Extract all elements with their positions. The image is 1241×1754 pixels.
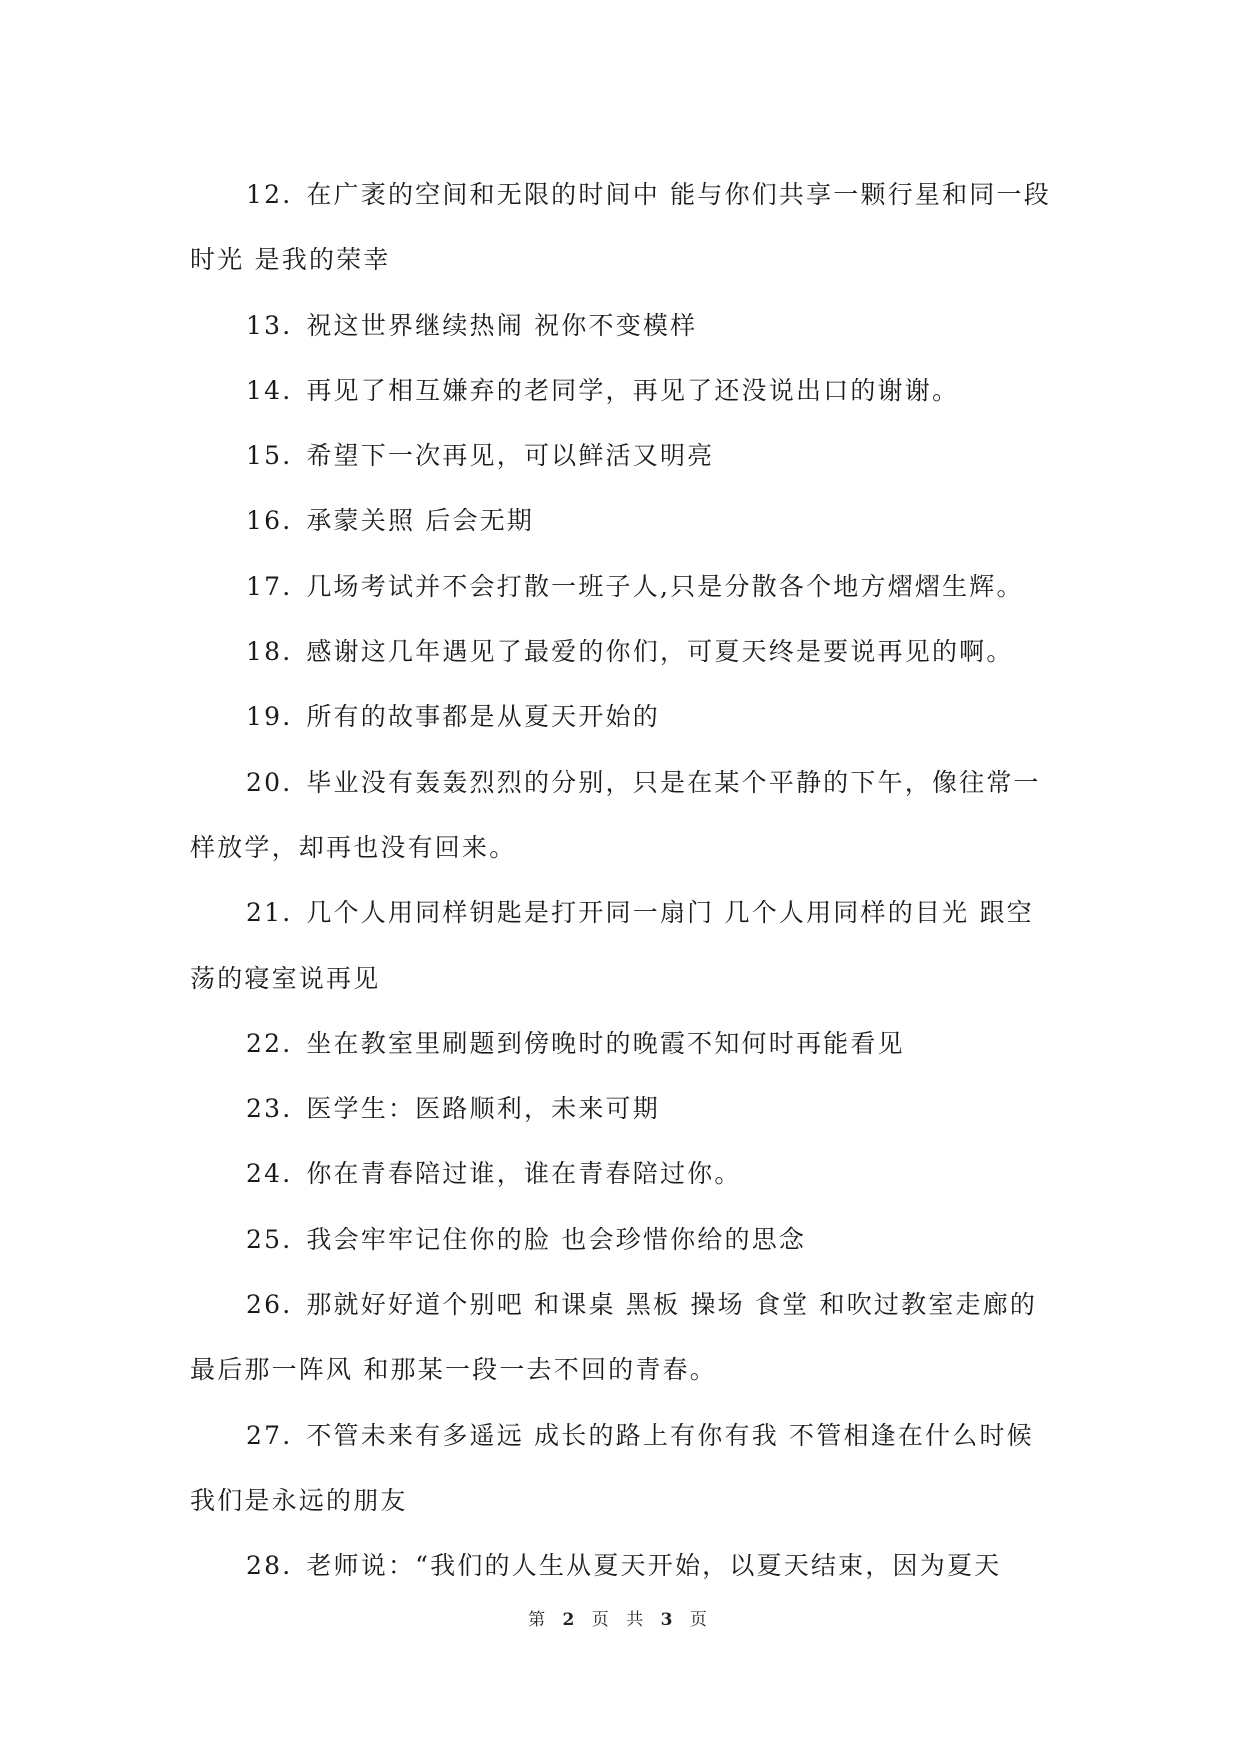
item-text: 几个人用同样钥匙是打开同一扇门 几个人用同样的目光 跟空荡的寝室说再见: [190, 898, 1034, 993]
item-text: 我会牢牢记住你的脸 也会珍惜你给的思念: [306, 1224, 807, 1254]
list-item: [190, 1533, 1060, 1598]
item-text: 几场考试并不会打散一班子人,只是分散各个地方熠熠生辉。: [306, 571, 1024, 601]
item-text: 那就好好道个别吧 和课桌 黑板 操场 食堂 和吹过教室走廊的最后那一阵风 和那某一段一去不回的青春。: [190, 1290, 1038, 1385]
item-text: 坐在教室里刷题到傍晚时的晚霞不知何时再能看见: [306, 1028, 905, 1058]
total-page-number: 3: [660, 1610, 679, 1630]
item-number: 13.: [246, 310, 293, 340]
list-item: [190, 423, 1060, 488]
list-item: [190, 1403, 1060, 1534]
item-number: 27.: [246, 1420, 293, 1450]
list-item: [190, 1141, 1060, 1206]
item-number: 20.: [246, 767, 293, 797]
item-text: 你在青春陪过谁，谁在青春陪过你。: [306, 1159, 742, 1189]
item-number: 17.: [246, 571, 293, 601]
footer-prefix: 第: [528, 1610, 552, 1630]
item-text: 承蒙关照 后会无期: [306, 506, 535, 536]
list-item: [190, 1011, 1060, 1076]
item-number: 28.: [246, 1551, 293, 1581]
item-number: 18.: [246, 637, 293, 667]
document-body: [190, 162, 1060, 1599]
list-item: [190, 488, 1060, 553]
current-page-number: 2: [562, 1610, 581, 1630]
list-item: [190, 619, 1060, 684]
list-item: [190, 880, 1060, 1011]
page-footer: [0, 1605, 1241, 1630]
item-number: 16.: [246, 506, 293, 536]
item-number: 14.: [246, 375, 293, 405]
item-number: 21.: [246, 898, 293, 928]
item-number: 19.: [246, 702, 293, 732]
item-number: 26.: [246, 1290, 293, 1320]
footer-suffix: 页: [689, 1610, 713, 1630]
list-item: [190, 750, 1060, 881]
list-item: [190, 684, 1060, 749]
item-text: 医学生：医路顺利，未来可期: [306, 1094, 660, 1124]
item-text: 祝这世界继续热闹 祝你不变模样: [306, 310, 698, 340]
item-number: 23.: [246, 1094, 293, 1124]
item-text: 希望下一次再见，可以鲜活又明亮: [306, 441, 715, 471]
item-number: 15.: [246, 441, 293, 471]
list-item: [190, 1272, 1060, 1403]
list-item: [190, 293, 1060, 358]
item-text: 毕业没有轰轰烈烈的分别，只是在某个平静的下午，像往常一样放学，却再也没有回来。: [190, 767, 1041, 862]
list-item: [190, 162, 1060, 293]
list-item: [190, 1207, 1060, 1272]
list-item: [190, 554, 1060, 619]
list-item: [190, 358, 1060, 423]
item-number: 24.: [246, 1159, 293, 1189]
list-item: [190, 1076, 1060, 1141]
item-text: 在广袤的空间和无限的时间中 能与你们共享一颗行星和同一段时光 是我的荣幸: [190, 180, 1051, 275]
item-number: 25.: [246, 1224, 293, 1254]
item-text: 所有的故事都是从夏天开始的: [306, 702, 660, 732]
item-number: 22.: [246, 1028, 293, 1058]
footer-middle: 页 共: [591, 1610, 650, 1630]
item-text: 不管未来有多遥远 成长的路上有你有我 不管相逢在什么时候 我们是永远的朋友: [190, 1420, 1034, 1515]
item-text: 感谢这几年遇见了最爱的你们，可夏天终是要说再见的啊。: [306, 637, 1014, 667]
item-text: 老师说：“我们的人生从夏天开始，以夏天结束，因为夏天: [306, 1551, 1002, 1581]
item-number: 12.: [246, 180, 293, 209]
item-text: 再见了相互嫌弃的老同学，再见了还没说出口的谢谢。: [306, 375, 960, 405]
